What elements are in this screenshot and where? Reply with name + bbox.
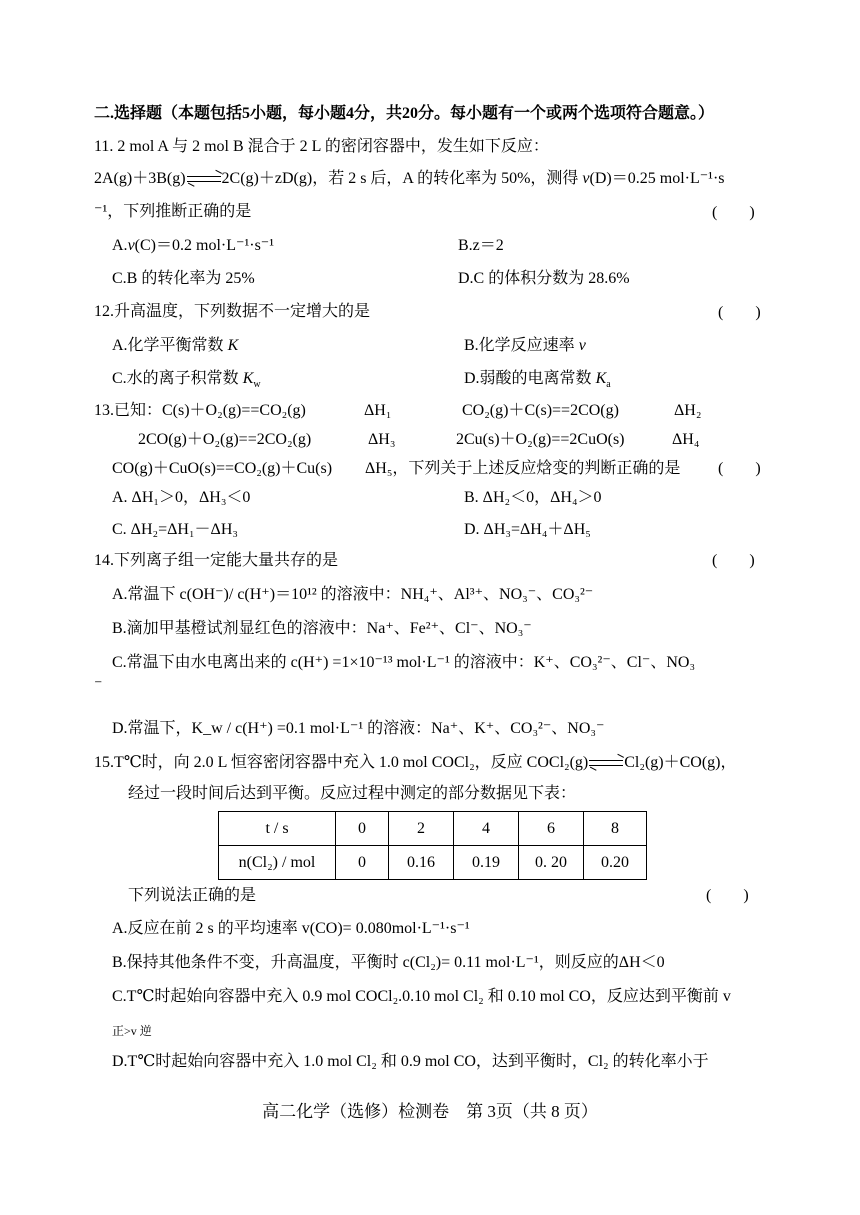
table-cell: 4 <box>454 812 519 846</box>
table-cell: 0 <box>336 846 389 880</box>
q12-option-c <box>112 369 261 389</box>
q12-answer-blank: ( ) <box>718 304 761 321</box>
q12-stem: 12.升高温度，下列数据不一定增大的是 <box>94 303 371 320</box>
q11-stem-tail: ⁻¹，下列推断正确的是 <box>94 203 252 220</box>
q13-option-a: A. ΔH₁＞0，ΔH₃＜0 <box>112 489 251 506</box>
q12-option-d <box>464 369 611 389</box>
q13-option-b: B. ΔH₂＜0，ΔH₄＞0 <box>464 489 602 506</box>
q15-prompt: 下列说法正确的是 <box>128 887 257 904</box>
table-cell: 0.20 <box>584 846 647 880</box>
q12-option-a-var: K <box>227 337 239 354</box>
q14-option-d: D.常温下，K_w / c(H⁺) =0.1 mol·L⁻¹ 的溶液：Na⁺、K⁺、CO₃²⁻、NO₃⁻ <box>112 720 605 737</box>
q12-option-a-text: A.化学平衡常数 <box>112 337 228 354</box>
q15-data-table <box>218 811 647 880</box>
table-cell: 0.16 <box>389 846 454 880</box>
q12-option-b-text: B.化学反应速率 <box>464 337 579 354</box>
table-cell: 0 <box>336 812 389 846</box>
equilibrium-arrow-icon <box>187 175 221 184</box>
q15-option-c-wrap: 正>v 逆 <box>112 1024 152 1038</box>
q12-option-b <box>464 336 586 356</box>
q13-dh5-line <box>365 459 680 479</box>
q11-option-c: C.B 的转化率为 25% <box>112 270 255 287</box>
q15-stem-2: 经过一段时间后达到平衡。反应过程中测定的部分数据见下表： <box>128 785 577 802</box>
q11-option-a-label: A. <box>112 237 128 254</box>
q11-rate-value: (D)＝0.25 mol·L⁻¹·s <box>589 170 725 187</box>
q12-option-b-var: v <box>578 337 586 354</box>
q13-dh4: ΔH₄ <box>672 431 700 448</box>
q12-option-c-sub: w <box>253 379 261 391</box>
q15-option-a: A.反应在前 2 s 的平均速率 v(CO)= 0.080mol·L⁻¹·s⁻¹ <box>112 920 470 937</box>
q15-stem-b: Cl₂(g)＋CO(g)， <box>624 754 737 771</box>
table-row <box>219 846 647 880</box>
section-heading: 二.选择题（本题包括5小题，每小题4分，共20分。每小题有一个或两个选项符合题意。） <box>94 105 715 122</box>
q13-reaction-2: CO₂(g)＋C(s)==2CO(g) <box>462 402 619 419</box>
table-header-cell: n(Cl₂) / mol <box>219 846 336 880</box>
equilibrium-arrow-icon <box>589 759 623 768</box>
q13-reaction-1: 13.已知：C(s)＋O₂(g)==CO₂(g) <box>94 402 306 419</box>
q13-option-c: C. ΔH₂=ΔH₁－ΔH₃ <box>112 521 238 538</box>
q13-dh5: ΔH₅ <box>365 460 393 477</box>
table-row <box>219 812 647 846</box>
q12-option-c-text: C.水的离子积常数 <box>112 370 243 387</box>
q13-option-d: D. ΔH₃=ΔH₄＋ΔH₅ <box>464 521 591 538</box>
q15-option-c: C.T℃时起始向容器中充入 0.9 mol COCl₂.0.10 mol Cl₂ 和 0.10 mol CO，反应达到平衡前 v <box>112 988 731 1005</box>
table-cell: 0.19 <box>454 846 519 880</box>
q11-rate-var: v <box>582 170 590 187</box>
q14-option-a: A.常温下 c(OH⁻)/ c(H⁺)＝10¹² 的溶液中：NH₄⁺、Al³⁺、NO₃⁻、CO₃²⁻ <box>112 586 594 603</box>
q11-option-a-var: v <box>127 237 135 254</box>
q13-reaction-3: 2CO(g)＋O₂(g)==2CO₂(g) <box>138 431 312 448</box>
q11-reaction-rhs: 2C(g)＋zD(g)，若 2 s 后，A 的转化率为 50%，测得 <box>221 170 583 187</box>
q14-option-b: B.滴加甲基橙试剂显红色的溶液中：Na⁺、Fe²⁺、Cl⁻、NO₃⁻ <box>112 620 532 637</box>
q15-stem-a: 15.T℃时，向 2.0 L 恒容密闭容器中充入 1.0 mol COCl₂，反应 COCl₂(g) <box>94 754 589 771</box>
q11-option-b: B.z＝2 <box>458 237 504 254</box>
q14-answer-blank: ( ) <box>712 552 755 569</box>
table-header-cell: t / s <box>219 812 336 846</box>
q14-stem: 14.下列离子组一定能大量共存的是 <box>94 552 339 569</box>
q15-stem <box>94 753 737 773</box>
q11-reaction-lhs: 2A(g)＋3B(g) <box>94 170 186 187</box>
q11-stem: 11. 2 mol A 与 2 mol B 混合于 2 L 的密闭容器中，发生如下反应： <box>94 138 549 155</box>
table-cell: 0. 20 <box>519 846 584 880</box>
q11-option-a <box>112 236 274 256</box>
q15-answer-blank: ( ) <box>706 887 749 904</box>
q15-option-b: B.保持其他条件不变，升高温度，平衡时 c(Cl₂)= 0.11 mol·L⁻¹，则反应的ΔH＜0 <box>112 954 665 971</box>
q11-reaction <box>94 169 725 189</box>
q12-option-d-text: D.弱酸的电离常数 <box>464 370 596 387</box>
table-cell: 6 <box>519 812 584 846</box>
q12-option-d-sub: a <box>606 379 611 391</box>
q11-option-a-text: (C)＝0.2 mol·L⁻¹·s⁻¹ <box>134 237 275 254</box>
q13-dh2: ΔH₂ <box>674 402 702 419</box>
q13-dh1: ΔH₁ <box>364 402 392 419</box>
q13-stem-tail: ，下列关于上述反应焓变的判断正确的是 <box>392 460 681 477</box>
q12-option-c-var: K <box>242 370 254 387</box>
q14-option-c: C.常温下由水电离出来的 c(H⁺) =1×10⁻¹³ mol·L⁻¹ 的溶液中：K⁺、CO₃²⁻、Cl⁻、NO₃ <box>112 654 696 671</box>
q13-answer-blank: ( ) <box>718 460 761 477</box>
q12-option-d-var: K <box>595 370 607 387</box>
q11-option-d: D.C 的体积分数为 28.6% <box>458 270 630 287</box>
q13-dh3: ΔH₃ <box>368 431 396 448</box>
table-cell: 8 <box>584 812 647 846</box>
q11-answer-blank: ( ) <box>712 204 755 221</box>
table-cell: 2 <box>389 812 454 846</box>
q13-reaction-5: CO(g)＋CuO(s)==CO₂(g)＋Cu(s) <box>112 460 333 477</box>
page-footer: 高二化学（选修）检测卷 第 3页（共 8 页） <box>262 1102 598 1121</box>
q12-option-a <box>112 336 238 356</box>
q13-reaction-4: 2Cu(s)＋O₂(g)==2CuO(s) <box>456 431 625 448</box>
q14-option-c-wrap: ⁻ <box>94 677 103 694</box>
q15-option-d: D.T℃时起始向容器中充入 1.0 mol Cl₂ 和 0.9 mol CO，达到平衡时，Cl₂ 的转化率小于 <box>112 1053 709 1070</box>
